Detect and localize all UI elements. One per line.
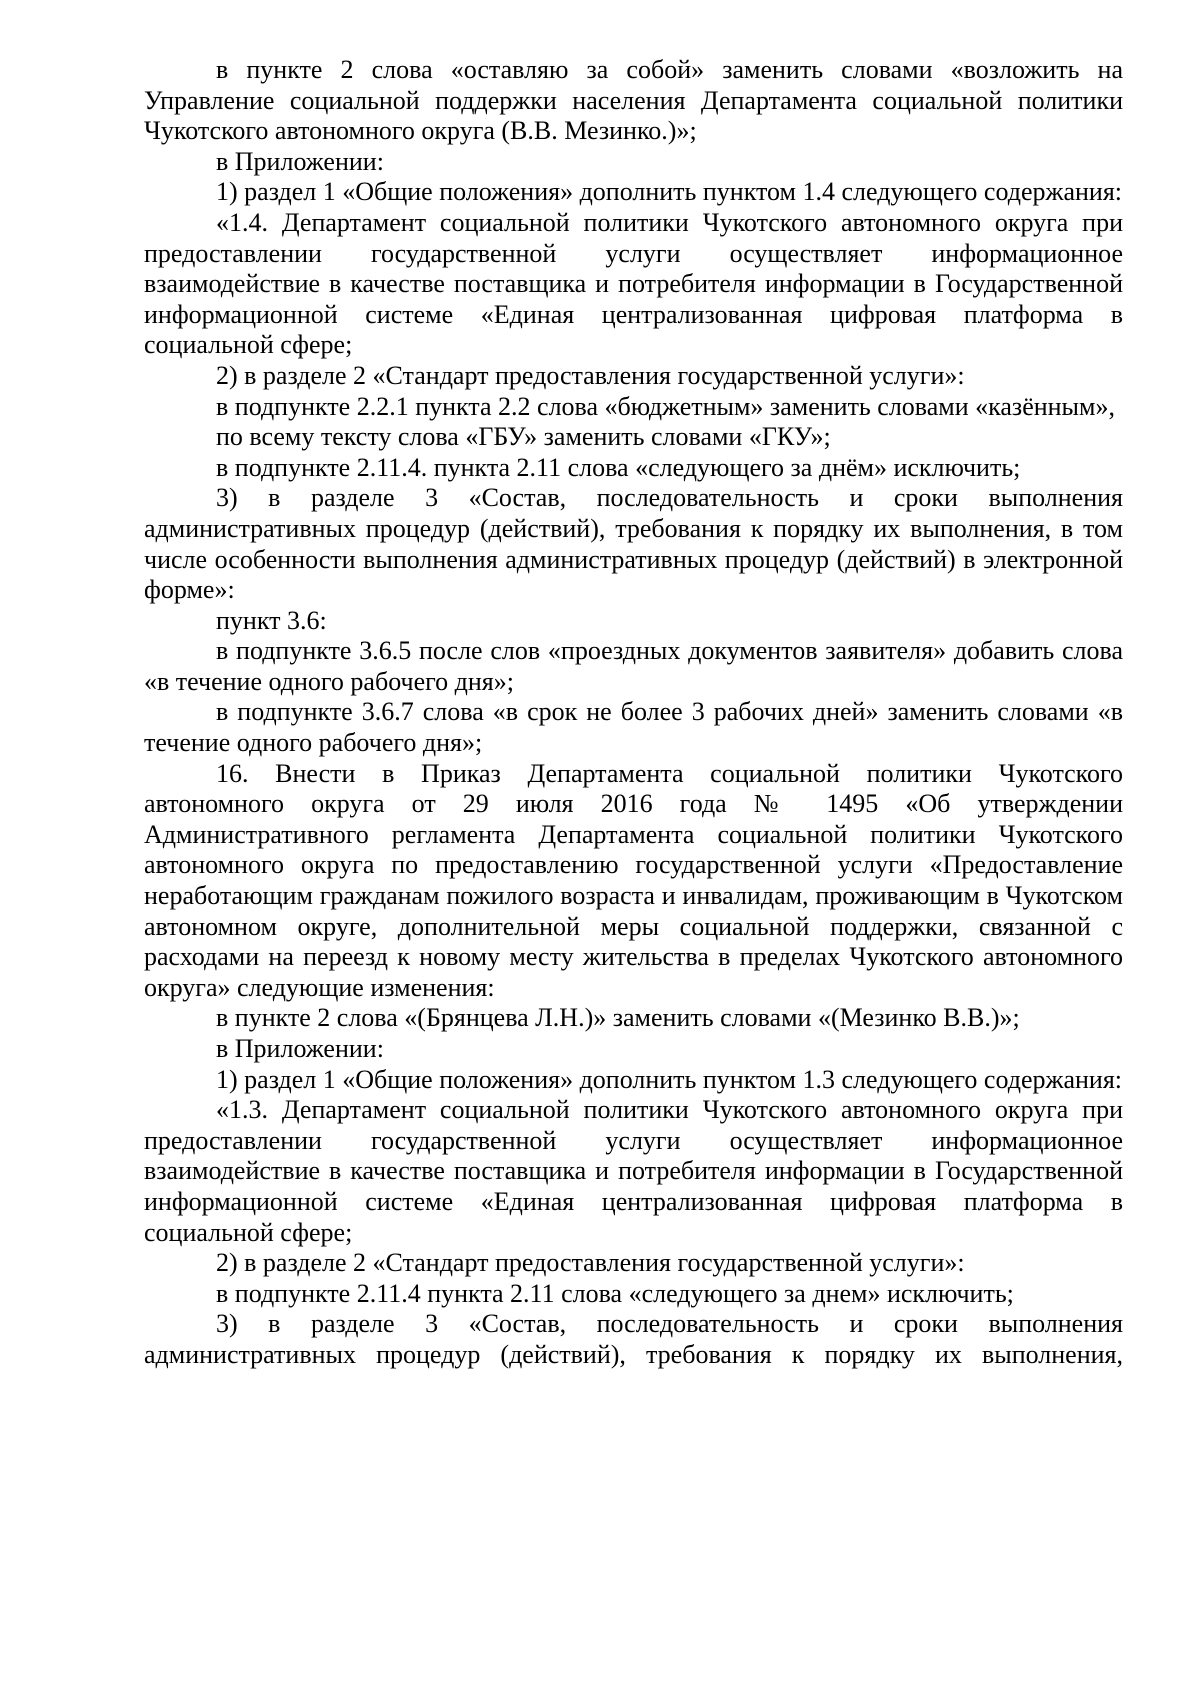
paragraph-3: 1) раздел 1 «Общие положения» дополнить пунктом 1.4 следующего содержания: [216,177,1123,207]
paragraph-6: в подпункте 2.2.1 пункта 2.2 слова «бюджетным» заменить словами «казённым», [216,391,1115,421]
paragraph-1: в пункте 2 слова «оставляю за собой» заменить словами «возложить на Управление социальной поддержки населения Департамента социальной политики Чукотского автономного округа (В.В. Мезинко.)»; [144,55,1123,146]
paragraph-16: 1) раздел 1 «Общие положения» дополнить пунктом 1.3 следующего содержания: [216,1064,1123,1094]
paragraph-17: «1.3. Департамент социальной политики Чукотского автономного округа при предоставлении государственной услуги осуществляет информационное взаимодействие в качестве поставщика и потребителя информации в Государственной информационной системе «Единая централизованная цифровая платформа в социальной сфере; [144,1095,1123,1247]
paragraph-20: 3) в разделе 3 «Состав, последовательность и сроки выполнения административных процедур (действий), требования к порядку их выполнения, [144,1309,1123,1369]
paragraph-15: в Приложении: [216,1034,384,1063]
document-body [144,55,1123,1371]
paragraph-14: в пункте 2 слова «(Брянцева Л.Н.)» заменить словами «(Мезинко В.В.)»; [216,1003,1020,1033]
paragraph-2: в Приложении: [216,146,384,176]
paragraph-12: в подпункте 3.6.7 слова «в срок не более 3 рабочих дней» заменить словами «в течение одного рабочего дня»; [144,697,1123,758]
paragraph-8: в подпункте 2.11.4. пункта 2.11 слова «следующего за днём» исключить; [216,452,1021,482]
paragraph-4: «1.4. Департамент социальной политики Чукотского автономного округа при предоставлении государственной услуги осуществляет информационное взаимодействие в качестве поставщика и потребителя информации в Государственной информационной системе «Единая централизованная цифровая платформа в социальной сфере; [144,207,1123,360]
paragraph-5: 2) в разделе 2 «Стандарт предоставления государственной услуги»: [216,360,965,390]
paragraph-13: 16. Внести в Приказ Департамента социальной политики Чукотского автономного округа от 29 июля 2016 года № 1495 «Об утверждении Административного регламента Департамента социальной политики Чукотского автономного округа по предоставлению государственной услуги «Предоставление неработающим гражданам пожилого возраста и инвалидам, проживающим в Чукотском автономном округе, дополнительной меры социальной поддержки, связанной с расходами на переезд к новому месту жительства в пределах Чукотского автономного округа» следующие изменения: [144,758,1123,1002]
paragraph-18: 2) в разделе 2 «Стандарт предоставления государственной услуги»: [216,1248,965,1278]
paragraph-11: в подпункте 3.6.5 после слов «проездных документов заявителя» добавить слова «в течение одного рабочего дня»; [144,636,1123,696]
paragraph-9: 3) в разделе 3 «Состав, последовательность и сроки выполнения административных процедур (действий), требования к порядку их выполнения, в том числе особенности выполнения административных процедур (действий) в электронной форме»: [144,483,1123,605]
paragraph-7: по всему тексту слова «ГБУ» заменить словами «ГКУ»; [216,422,831,452]
paragraph-10: пункт 3.6: [216,605,327,635]
paragraph-19: в подпункте 2.11.4 пункта 2.11 слова «следующего за днем» исключить; [216,1278,1014,1308]
